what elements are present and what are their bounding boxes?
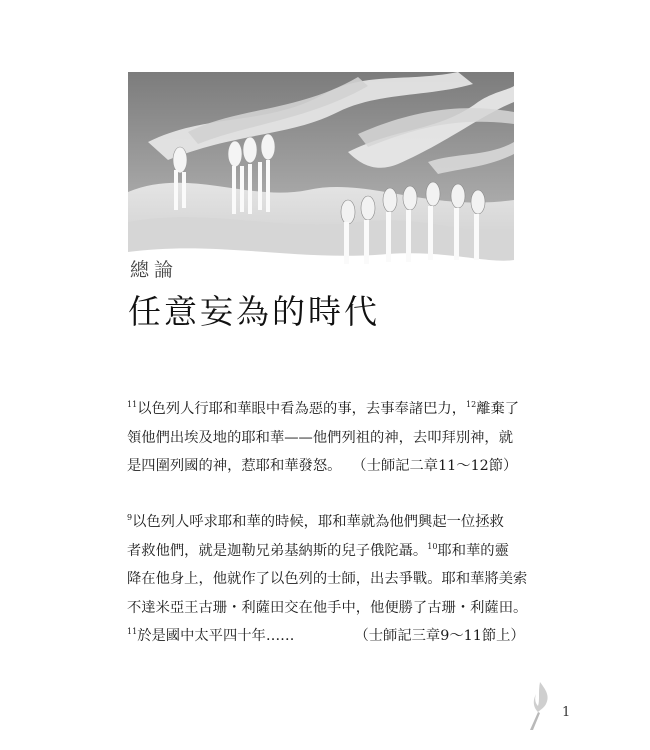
torch-flame-icon	[516, 680, 560, 732]
verse-number: 9	[127, 513, 133, 522]
chapter-title: 任意妄為的時代	[128, 292, 380, 331]
passage-line: $^9$以色列人呼求耶和華的時候，耶和華就為他們興起一位拯救	[127, 513, 504, 530]
passage-line: $^{11}$於是國中太平四十年…… （士師記三章9～11節上）	[127, 627, 525, 644]
section-label: 總論	[130, 259, 179, 281]
scripture-passage-judges-3	[127, 508, 527, 651]
passage-line: 者救他們，就是迦勒兄弟基納斯的兒子俄陀聶。$^{10}$耶和華的靈	[127, 541, 509, 559]
passage-line: 是四圍列國的神，惹耶和華發怒。 （士師記二章11～12節）	[127, 458, 518, 474]
passage-line: $^{11}$以色列人行耶和華眼中看為惡的事，去事奉諸巴力，$^{12}$離棄了	[127, 400, 520, 417]
passage-line: 降在他身上，他就作了以色列的士師，出去爭戰。耶和華將美索	[127, 571, 528, 587]
scripture-passage-judges-2	[127, 395, 527, 481]
passage-line: 不達米亞王古珊・利薩田交在他手中，他便勝了古珊・利薩田。	[127, 599, 528, 616]
verse-number: 12	[466, 400, 477, 409]
scripture-reference: （士師記二章11～12節）	[359, 458, 518, 474]
page-number: 1	[562, 705, 571, 720]
verse-number: 10	[427, 541, 438, 551]
passage-line: 領他們出埃及地的耶和華——他們列祖的神，去叩拜別神，就	[127, 429, 514, 446]
verse-number: 11	[127, 627, 138, 636]
verse-number: 11	[127, 400, 138, 409]
torch-bearers-illustration	[128, 72, 514, 280]
scripture-reference: （士師記三章9～11節上）	[354, 628, 525, 644]
